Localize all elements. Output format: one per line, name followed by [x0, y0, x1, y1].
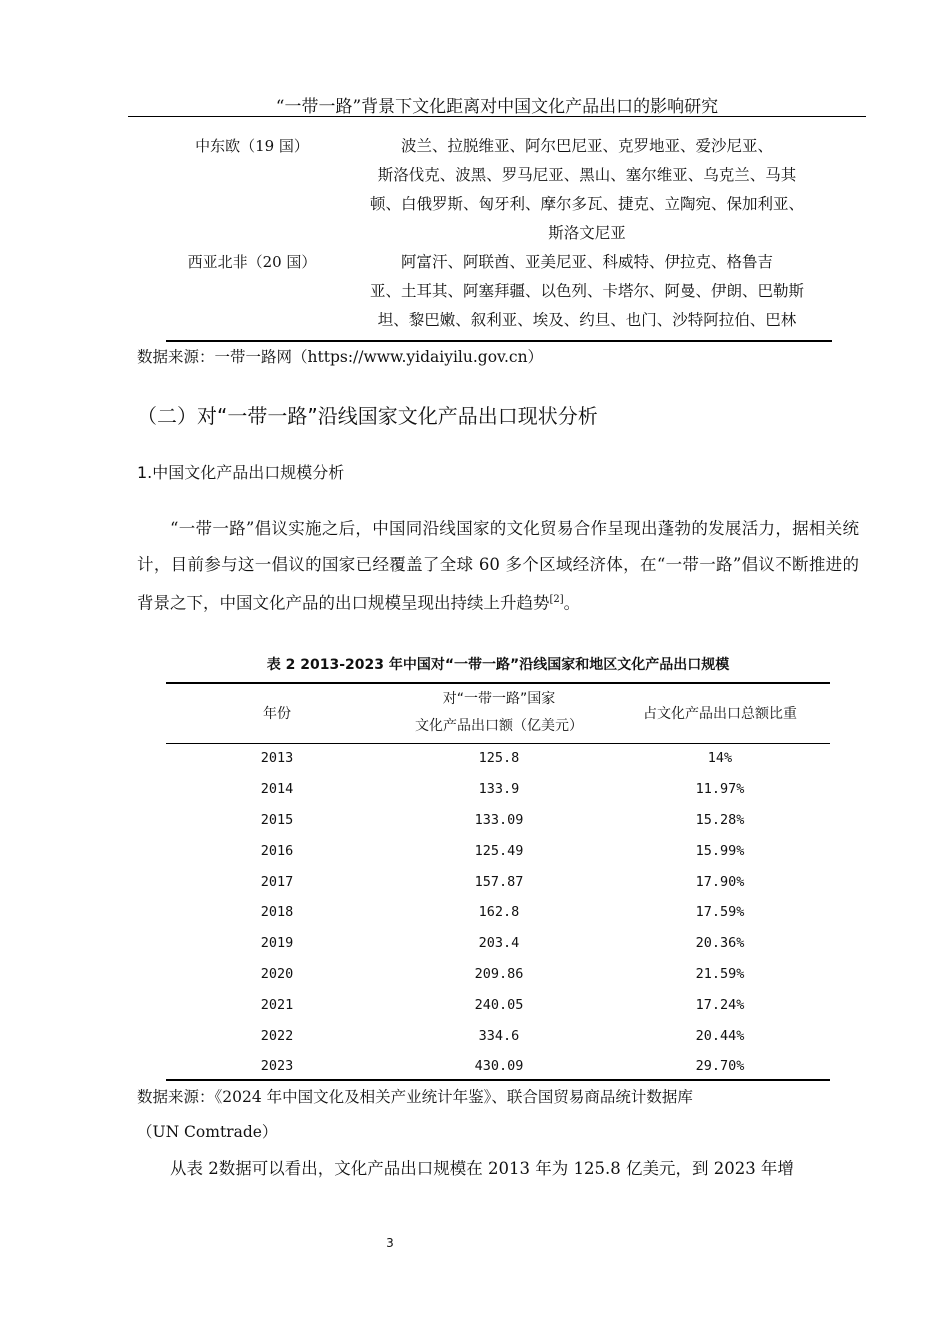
- cell-amount: 125.49: [474, 842, 524, 859]
- table-source-line1: 数据来源：《2024 年中国文化及相关产业统计年鉴》、联合国贸易商品统计数据库: [137, 1088, 693, 1106]
- region-table-source: 数据来源：一带一路网（https://www.yidaiyilu.gov.cn）: [137, 348, 544, 366]
- cell-amount: 334.6: [478, 1027, 520, 1044]
- region-row-central-eastern-europe: [166, 132, 832, 248]
- cell-share: 20.36%: [695, 935, 745, 952]
- region-list-line: 坦、黎巴嫩、叙利亚、埃及、约旦、也门、沙特阿拉伯、巴林: [377, 311, 797, 329]
- export-scale-table: [166, 682, 830, 1082]
- region-list-line: 亚、土耳其、阿塞拜疆、以色列、卡塔尔、阿曼、伊朗、巴勒斯: [369, 282, 804, 300]
- region-name: 中东欧（19 国）: [195, 137, 309, 155]
- cell-share: 29.70%: [695, 1058, 745, 1075]
- region-list-line: 阿富汗、阿联酋、亚美尼亚、科威特、伊拉克、格鲁吉: [400, 253, 773, 271]
- region-list-line: 顿、白俄罗斯、匈牙利、摩尔多瓦、捷克、立陶宛、保加利亚、: [369, 195, 804, 213]
- cell-share: 17.59%: [695, 904, 745, 921]
- cell-share: 11.97%: [695, 781, 745, 798]
- region-table: [166, 132, 832, 335]
- table-row: [166, 774, 830, 805]
- header-share: 占文化产品出口总额比重: [643, 705, 797, 722]
- cell-amount: 209.86: [474, 965, 524, 982]
- cell-amount: 162.8: [478, 904, 520, 921]
- cell-amount: 430.09: [474, 1058, 524, 1075]
- cell-year: 2021: [260, 996, 294, 1013]
- cell-amount: 157.87: [474, 873, 524, 890]
- cell-year: 2023: [260, 1058, 294, 1075]
- header-amount-line1: 对“一带一路”国家: [442, 690, 556, 707]
- cell-year: 2022: [260, 1027, 294, 1044]
- cell-amount: 240.05: [474, 996, 524, 1013]
- page-number: 3: [386, 1236, 394, 1250]
- table-row: [166, 866, 830, 897]
- citation-ref[interactable]: [2]: [549, 594, 564, 605]
- region-name: 西亚北非（20 国）: [187, 253, 317, 271]
- cell-year: 2020: [260, 965, 294, 982]
- table-row: [166, 959, 830, 990]
- cell-share: 15.99%: [695, 842, 745, 859]
- header-rule: [128, 116, 866, 117]
- cell-amount: 133.9: [478, 781, 520, 798]
- cell-share: 17.24%: [695, 996, 745, 1013]
- cell-year: 2018: [260, 904, 294, 921]
- cell-share: 15.28%: [695, 811, 745, 828]
- cell-share: 20.44%: [695, 1027, 745, 1044]
- table-caption: 表 2 2013-2023 年中国对“一带一路”沿线国家和地区文化产品出口规模: [266, 657, 730, 673]
- header-year: 年份: [263, 705, 291, 722]
- cell-share: 21.59%: [695, 965, 745, 982]
- paragraph-end: 。: [563, 593, 581, 613]
- cell-year: 2014: [260, 781, 294, 798]
- table-row: [166, 928, 830, 959]
- region-list-line: 波兰、拉脱维亚、阿尔巴尼亚、克罗地亚、爱沙尼亚、: [400, 137, 773, 155]
- table-row: [166, 1051, 830, 1082]
- section-heading: （二）对“一带一路”沿线国家文化产品出口现状分析: [137, 404, 598, 428]
- cell-year: 2016: [260, 842, 294, 859]
- cell-amount: 125.8: [478, 750, 520, 767]
- closing-paragraph: 从表 2数据可以看出，文化产品出口规模在 2013 年为 125.8 亿美元，到 2023 年增: [170, 1159, 794, 1178]
- body-paragraph: [137, 511, 859, 621]
- table-row: [166, 805, 830, 836]
- region-list-line: 斯洛伐克、波黑、罗马尼亚、黑山、塞尔维亚、乌克兰、马其: [377, 166, 797, 184]
- region-row-west-asia-north-africa: [166, 248, 832, 335]
- table-row: [166, 989, 830, 1020]
- table-row: [166, 897, 830, 928]
- region-table-bottom-rule: [166, 340, 832, 342]
- header-amount-line2: 文化产品出口额（亿美元）: [415, 717, 583, 734]
- cell-share: 17.90%: [695, 873, 745, 890]
- table-source-line2: （UN Comtrade）: [137, 1123, 278, 1141]
- table-row: [166, 743, 830, 774]
- region-country-list: [352, 132, 822, 248]
- cell-amount: 133.09: [474, 811, 524, 828]
- region-list-line: 斯洛文尼亚: [548, 224, 626, 242]
- cell-year: 2019: [260, 935, 294, 952]
- cell-year: 2015: [260, 811, 294, 828]
- cell-year: 2013: [260, 750, 294, 767]
- table-row: [166, 835, 830, 866]
- running-header: “一带一路”背景下文化距离对中国文化产品出口的影响研究: [275, 97, 719, 117]
- header-amount: [388, 682, 610, 743]
- paragraph-text: “一带一路”倡议实施之后，中国同沿线国家的文化贸易合作呈现出蓬勃的发展活力，据相关统计，目前参与这一倡议的国家已经覆盖了全球 60 多个区域经济体，在“一带一路”倡议不断推进的背景之下，中国文化产品的出口规模呈现出持续上升趋势: [137, 519, 859, 613]
- cell-amount: 203.4: [478, 935, 520, 952]
- cell-year: 2017: [260, 873, 294, 890]
- table-row: [166, 1020, 830, 1051]
- subsection-heading: 1.中国文化产品出口规模分析: [137, 463, 345, 482]
- region-country-list: [352, 248, 822, 335]
- cell-share: 14%: [707, 750, 733, 767]
